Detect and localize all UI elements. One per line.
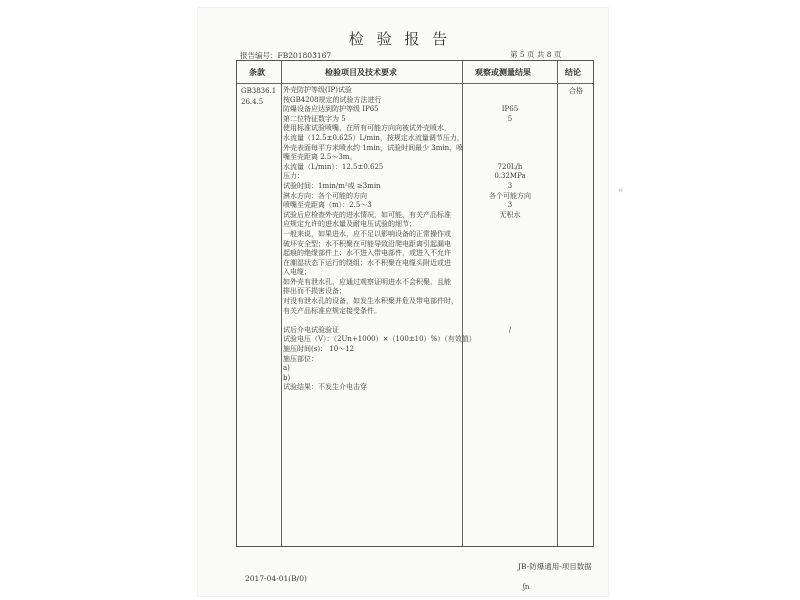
result-line: 720L/h	[497, 162, 523, 171]
report-title: 检 验 报 告	[348, 30, 452, 48]
stamp-logo: ʃn	[523, 583, 530, 591]
result-line	[465, 96, 555, 106]
requirements-list	[283, 86, 476, 393]
result-line: IP65	[501, 105, 519, 114]
requirement-line: 试后介电试验验证	[283, 325, 339, 334]
requirement-line	[283, 316, 461, 326]
report-number: 报告编号：FB201803167	[240, 51, 332, 60]
inspection-table	[236, 60, 594, 547]
requirement-line: 有关产品标准应规定接受条件。	[283, 306, 381, 315]
result-line	[465, 220, 555, 230]
header-clause: 条款	[249, 67, 265, 77]
requirement-line: 外壳防护等级(IP)试验	[283, 86, 352, 94]
requirement-line: 试验电压（V）：（2Un+1000）×（100±10）%）（有效值）	[283, 335, 476, 344]
requirement-line: 施压时间(s)： 10～12	[283, 345, 355, 354]
result-line	[465, 287, 555, 297]
document-code: JB-防爆通用-项目数据	[518, 562, 592, 571]
footer-date: 2017-04-01(B/0)	[245, 574, 307, 583]
requirement-line: 入电缆；	[283, 268, 311, 277]
clause-standard: GB3836.1	[241, 87, 277, 95]
result-line	[465, 297, 555, 307]
result-line	[465, 278, 555, 288]
requirement-line: 破坏安全型；水不积聚在可能导致沿爬电距离引起漏电	[283, 239, 451, 248]
requirement-line: 一般来说，如果进水，应不足以影响设备的正常操作或	[283, 229, 451, 238]
header-requirements: 检验项目及技术要求	[325, 67, 397, 77]
result-line	[465, 153, 555, 163]
requirement-line: b)	[283, 373, 291, 382]
result-line	[465, 230, 555, 240]
requirement-line: 压力：	[283, 172, 304, 181]
requirement-line: 起痕的绝缘部件上；水不进入带电部件，或进入不允许	[283, 249, 451, 258]
header-divider	[237, 83, 593, 84]
requirement-line: 淋水方向：各个可能的方向	[283, 191, 367, 200]
result-line	[465, 134, 555, 144]
column-divider	[281, 61, 282, 546]
result-line: 5	[507, 114, 513, 123]
requirement-line: 水流量（L/min）：12.5±0.625	[283, 162, 384, 171]
result-line: /	[508, 325, 512, 334]
requirement-line: 施压部位：	[283, 354, 318, 363]
clause-number: 26.4.5	[241, 98, 264, 106]
requirement-line: 在潮湿状态下运行的绕组；水不积聚在电缆头附近或进	[283, 258, 451, 267]
requirement-line: 试验时间：1min/m²或 ≥3min	[283, 181, 381, 190]
result-line: 无积水	[499, 210, 521, 219]
result-line	[465, 240, 555, 250]
requirement-line: 水流量（12.5±0.625）L/min，按规定水流量调节压力，	[283, 133, 464, 142]
requirement-line: 试验后应检查外壳的进水情况，如可能，有关产品标准	[283, 210, 451, 219]
requirement-line: 第二位特征数字为 5	[283, 114, 346, 123]
requirement-line: 按GB4208规定的试验方法进行	[283, 95, 382, 104]
result-line	[465, 316, 555, 326]
result-line	[465, 307, 555, 317]
result-line	[465, 268, 555, 278]
requirement-line: 使用标准试验喷嘴，在所有可能方向向被试外壳喷水，	[283, 124, 451, 133]
requirement-line: 防爆设备应达到防护等级 IP65	[283, 105, 379, 114]
result-line	[465, 259, 555, 269]
result-line: 0.32MPa	[494, 172, 526, 181]
conclusion-value: 合格	[569, 87, 583, 95]
requirement-line: 对没有泄水孔的设备，如发生水积聚并危及带电部件时，	[283, 297, 458, 306]
requirement-line: 喷嘴至壳距离（m）：2.5～3	[283, 201, 372, 210]
result-line: 3	[507, 181, 513, 190]
result-line: 各个可能方向	[489, 191, 531, 200]
result-line	[465, 144, 555, 154]
requirement-line: a)	[283, 364, 290, 373]
requirement-line: 外壳表面每平方米喷水约 1min，试验时间最少 3min，喷	[283, 143, 464, 152]
result-line	[465, 86, 555, 96]
requirement-line: 嘴至壳距离 2.5～3m。	[283, 153, 357, 162]
header-results: 观察或测量结果	[475, 67, 531, 77]
results-list	[465, 86, 555, 335]
requirement-line: 如外壳有泄水孔，应通过观察证明进水不会积聚，且能	[283, 277, 451, 286]
column-divider	[557, 61, 558, 546]
requirement-line: 应规定允许的进水量及耐电压试验的细节；	[283, 220, 416, 229]
result-line	[465, 249, 555, 259]
page-info: 第 5 页 共 8 页	[510, 50, 562, 59]
edge-mark: 〃	[617, 187, 624, 195]
requirement-line: 试验结果：不发生介电击穿	[283, 383, 367, 392]
requirement-line: 排出而不损害设备；	[283, 287, 346, 296]
header-conclusion: 结论	[565, 67, 581, 77]
result-line	[465, 124, 555, 134]
result-line: 3	[507, 201, 513, 210]
